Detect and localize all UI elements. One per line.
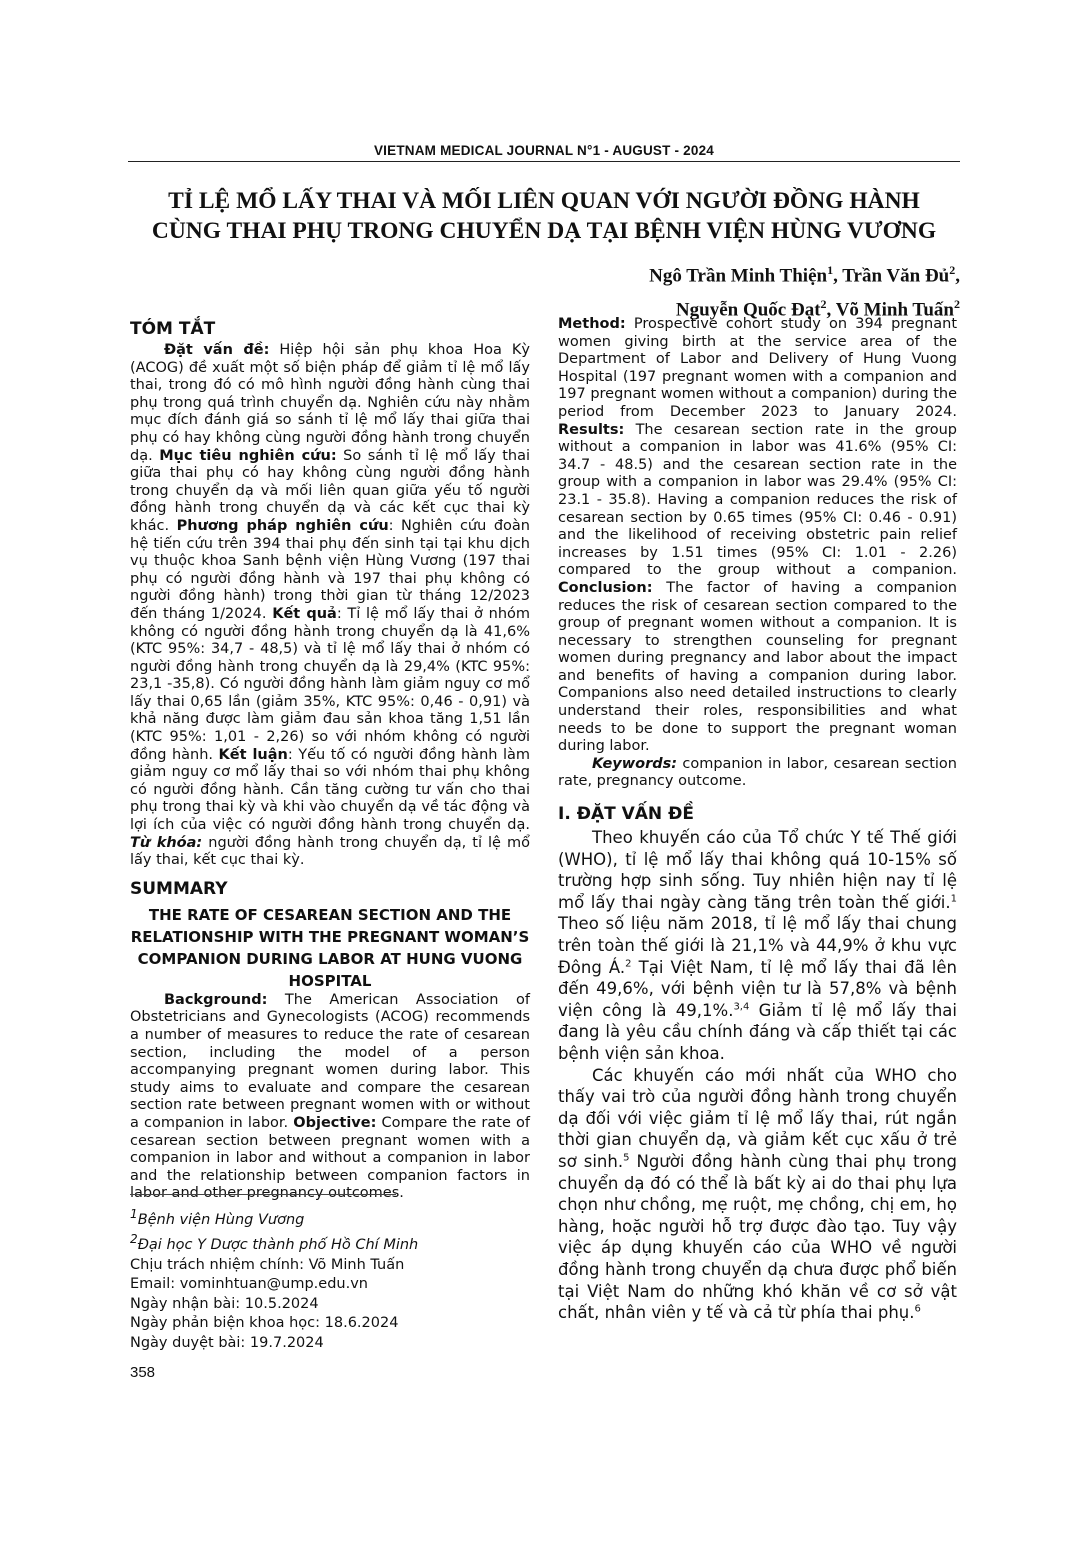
- abstract-label: Đặt vấn đề:: [164, 342, 270, 358]
- summary-body-part1: [130, 992, 530, 1203]
- right-column: [558, 316, 957, 1324]
- abstract-text: So sánh tỉ lệ mổ lấy thai giữa thai phụ có hay không cùng người đồng hành trong chuyển dạ và mối liên quan giữa yếu tố người đồng hành trong chuyển dạ và các kết cục thai kỳ khác.: [130, 447, 530, 534]
- summary-label: Background:: [164, 991, 268, 1008]
- intro-text: Các khuyến cáo mới nhất của WHO cho thấy vai trò của người đồng hành trong chuyển dạ đối với việc giảm tỉ lệ mổ lấy thai, rút ngắn thời gian chuyển dạ, và giảm kết cục xấu ở trẻ sơ sinh.: [558, 1065, 957, 1171]
- footnote-mark: 1: [130, 1207, 138, 1221]
- citation-ref: 5: [623, 1152, 630, 1164]
- title-line-2: CÙNG THAI PHỤ TRONG CHUYỂN DẠ TẠI BỆNH VIỆN HÙNG VƯƠNG: [151, 218, 937, 244]
- footnote-affiliation-1: [130, 1205, 530, 1230]
- author-line-2: Nguyễn Quốc Đạt$^2$, Võ Minh Tuấn$^2$: [675, 297, 960, 321]
- title-line-1: TỈ LỆ MỔ LẤY THAI VÀ MỐI LIÊN QUAN VỚI NGƯỜI ĐỒNG HÀNH: [168, 188, 920, 214]
- intro-text: Tại Việt Nam, tỉ lệ mổ lấy thai đã lên đến 49,6%, với bệnh viện tư là 57,8% và bệnh viện công là 49,1%.: [558, 957, 957, 1020]
- footnote-corresponding: Chịu trách nhiệm chính: Võ Minh Tuấn: [130, 1256, 405, 1273]
- affiliation-mark: 2: [820, 297, 827, 312]
- footnote-reviewed: Ngày phản biện khoa học: 18.6.2024: [130, 1315, 399, 1332]
- keywords-text: người đồng hành trong chuyển dạ, tỉ lệ mổ lấy thai, kết cục thai kỳ.: [130, 834, 531, 869]
- footnote-text: Bệnh viện Hùng Vương: [137, 1211, 305, 1228]
- author-line-1: Ngô Trần Minh Thiện$^1$, Trần Văn Đủ$^2$,: [649, 263, 960, 287]
- summary-text: Prospective cohort study on 394 pregnant women giving birth at the service area of the Department of Labor and Delivery of Hung Vuong Hospital (197 pregnant women with a companion and 197 pregnant women without a companion) during the period from December 2023 to January 2024.: [558, 316, 957, 420]
- affiliation-mark: 1: [827, 263, 834, 277]
- intro-text: Người đồng hành cùng thai phụ trong chuyển dạ đó có thể là bất kỳ ai do thai phụ lựa chọn như chồng, mẹ ruột, mẹ chồng, chị em, họ hàng, hoặc người hỗ trợ được đào tạo. Tuy vậy việc áp dụng khuyến cáo của WHO về người đồng hành trong chuyển dạ chưa được phổ biến tại Việt Nam do những khó khăn về cơ sở vật chất, nhân viên y tế và cả từ phía thai phụ.: [558, 1151, 958, 1323]
- abstract-vi-heading: TÓM TẮT: [130, 319, 216, 339]
- journal-header: VIETNAM MEDICAL JOURNAL N°1 - AUGUST - 2024: [373, 143, 715, 158]
- author-name: Võ Minh Tuấn: [835, 299, 954, 321]
- abstract-text: : Yếu tố có người đồng hành làm giảm nguy cơ mổ lấy thai so với nhóm thai phụ không có người đồng hành. Cần tăng cường tư vấn cho thai phụ trong thai kỳ và khi vào chuyển dạ về tác động và lợi ích của việc có người đồng hành trong chuyển dạ.: [130, 746, 530, 834]
- keywords-label: Keywords:: [592, 755, 678, 772]
- footnote-email: Email: vominhtuan@ump.edu.vn: [130, 1276, 368, 1293]
- summary-body-part2: [558, 316, 957, 756]
- footnotes: [130, 1205, 530, 1353]
- intro-paragraph-1: [558, 827, 957, 1065]
- summary-title: THE RATE OF CESAREAN SECTION AND THE RELATIONSHIP WITH THE PREGNANT WOMAN’S COMPANION DURING LABOR AT HUNG VUONG HOSPITAL: [130, 905, 530, 990]
- footnote-accepted: Ngày duyệt bài: 19.7.2024: [130, 1334, 324, 1351]
- keywords-text: companion in labor, cesarean section rate, pregnancy outcome.: [558, 755, 957, 790]
- intro-paragraph-2: [558, 1065, 957, 1324]
- intro-text: Theo số liệu năm 2018, tỉ lệ mổ lấy thai chung trên toàn thế giới là 21,1% và 44,9% ở khu vực Đông Á.: [558, 914, 957, 977]
- abstract-label: Kết quả: [272, 605, 337, 622]
- citation-ref: 3,4: [733, 1001, 750, 1013]
- summary-label: Results:: [558, 421, 625, 438]
- summary-text: The American Association of Obstetricians and Gynecologists (ACOG) recommends a number of measures to reduce the rate of cesarean section, including the model of a person accompanying pregnant women during labor. This study aims to evaluate and compare the cesarean section rate between pregnant women with or without a companion in labor.: [130, 991, 530, 1131]
- summary-heading: SUMMARY: [130, 878, 228, 899]
- summary-keywords: [558, 756, 957, 791]
- summary-label: Objective:: [293, 1114, 377, 1131]
- intro-text: Giảm tỉ lệ mổ lấy thai đang là yêu cầu chính đáng và cấp thiết tại các bệnh viện sản khoa.: [558, 1000, 957, 1063]
- article-title: [128, 186, 960, 246]
- keywords-label: Từ khóa:: [130, 834, 203, 851]
- citation-ref: 6: [914, 1303, 921, 1315]
- header-rule: [128, 161, 960, 162]
- citation-ref: 2: [625, 958, 632, 970]
- summary-label: Method:: [558, 316, 626, 332]
- abstract-text: Hiệp hội sản phụ khoa Hoa Kỳ (ACOG) đề xuất một số biện pháp để giảm tỉ lệ mổ lấy thai, trong đó có mô hình người đồng hành cùng thai phụ trong quá trình chuyển dạ. Nghiên cứu này nhằm mục đích đánh giá so sánh tỉ lệ mổ lấy thai giữa thai phụ có hay không cùng người đồng hành trong chuyển dạ.: [130, 342, 530, 464]
- summary-label: Conclusion:: [558, 579, 653, 596]
- footnote-received: Ngày nhận bài: 10.5.2024: [130, 1295, 319, 1312]
- abstract-label: Kết luận: [218, 746, 288, 763]
- intro-heading: I. ĐẶT VẤN ĐỀ: [558, 804, 694, 825]
- affiliation-mark: 2: [949, 263, 956, 277]
- abstract-label: Mục tiêu nghiên cứu:: [159, 447, 337, 464]
- author-name: Nguyễn Quốc Đạt: [675, 299, 821, 321]
- footnote-text: Đại học Y Dược thành phố Hồ Chí Minh: [137, 1237, 419, 1254]
- abstract-label: Phương pháp nghiên cứu: [176, 517, 389, 534]
- footnote-rule: [130, 1194, 396, 1195]
- author-list: [560, 256, 960, 325]
- abstract-text: : Tỉ lệ mổ lấy thai ở nhóm không có người đồng hành trong chuyển dạ là 41,6% (KTC 95%: 34,7 - 48,5) và tỉ lệ mổ lấy thai ở nhóm có người đồng hành trong chuyển dạ là 29,4% (KTC 95%: 23,1 -35,8). Có người đồng hành làm giảm nguy cơ mổ lấy thai 0,65 lần (giảm 35%, KTC 95%: 0,46 - 0,91) và khả năng được làm giảm đau sản khoa tăng 1,51 lần (KTC 95%: 1,01 - 2,26) so với nhóm không có người đồng hành.: [130, 605, 531, 763]
- citation-ref: 1: [950, 893, 957, 905]
- summary-text: The cesarean section rate in the group without a companion in labor was 41.6% (95% CI: 34.7 - 48.5) and the cesarean section rate in the group with a companion in labor was 29.4% (95% CI: 23.1 - 35.8). Having a companion reduces the risk of cesarean section by 0.65 times (95% CI: 0.46 - 0.91) and the likelihood of receiving obstetric pain relief increases by 1.51 times (95% CI: 1.01 - 2.26) compared to the group without a companion.: [558, 421, 957, 579]
- author-name: Trần Văn Đủ: [842, 265, 950, 287]
- intro-text: Theo khuyến cáo của Tổ chức Y tế Thế giới (WHO), tỉ lệ mổ lấy thai không quá 10-15% số trường hợp sinh sống. Tuy nhiên hiện nay tỉ lệ mổ lấy thai ngày càng tăng trên toàn thế giới.: [558, 828, 957, 912]
- footnote-affiliation-2: [130, 1230, 530, 1255]
- footnote-mark: 2: [130, 1232, 138, 1247]
- author-name: Ngô Trần Minh Thiện: [649, 265, 828, 287]
- abstract-text: : Nghiên cứu đoàn hệ tiến cứu trên 394 thai phụ đến sinh tại tại khu dịch vụ thuộc khoa Sanh bệnh viện Hùng Vương (197 thai phụ có người đồng hành và 197 thai phụ không có người đồng hành) trong thời gian từ tháng 12/2023 đến tháng 1/2024.: [130, 517, 530, 622]
- summary-text: The factor of having a companion reduces the risk of cesarean section compared to the group of pregnant women without a companion. It is necessary to strengthen counseling for pregnant women during pregnancy and labor about the impact and benefits of having a companion during labor. Companions also need detailed instructions to clearly understand their roles, responsibilities and what needs to be done to support the pregnant woman during labor.: [558, 579, 957, 755]
- summary-text: Compare the rate of cesarean section between pregnant women with a companion in labor and without a companion in labor and the relationship between companion factors in labor and other pregnancy outcomes.: [130, 1114, 531, 1202]
- abstract-vi-body: [130, 342, 530, 870]
- page-number: 358: [130, 1364, 156, 1381]
- affiliation-mark: 2: [954, 297, 960, 312]
- left-column: [130, 318, 530, 1203]
